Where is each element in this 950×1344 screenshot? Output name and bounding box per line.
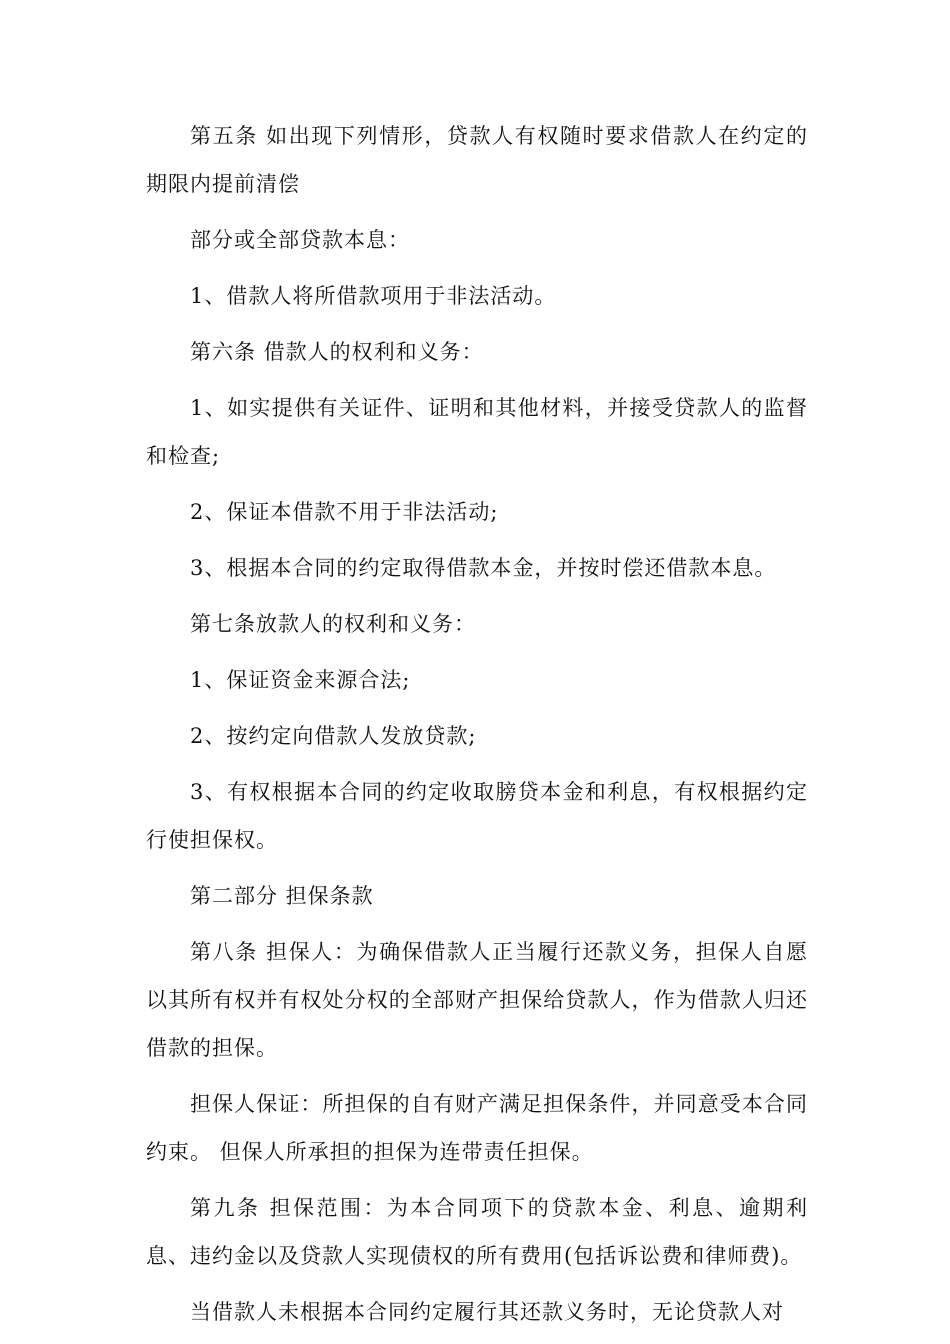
paragraph-article-5: 第五条 如出现下列情形，贷款人有权随时要求借款人在约定的期限内提前清偿 xyxy=(146,124,808,196)
paragraph-article-7-item-1: 1、保证资金来源合法; xyxy=(190,668,411,692)
paragraph-default-clause: 当借款人未根据本合同约定履行其还款义务时，无论贷款人对 xyxy=(190,1300,784,1324)
paragraph-article-7-item-3: 3、有权根据本合同的约定收取膀贷本金和利息，有权根据约定行使担保权。 xyxy=(146,780,808,852)
document-body xyxy=(146,112,808,1344)
paragraph-article-9: 第九条 担保范围：为本合同项下的贷款本金、利息、逾期利息、违约金以及贷款人实现债权的所有费用(包括诉讼费和律师费)。 xyxy=(146,1196,808,1268)
paragraph-guarantor-assurance: 担保人保证：所担保的自有财产满足担保条件，并同意受本合同约束。 但保人所承担的担保为连带责任担保。 xyxy=(146,1092,808,1164)
paragraph-article-6-item-3: 3、根据本合同的约定取得借款本金，并按时偿还借款本息。 xyxy=(190,556,777,580)
paragraph-article-6-item-2: 2、保证本借款不用于非法活动; xyxy=(190,500,499,524)
paragraph-article-5-item-1: 1、借款人将所借款项用于非法活动。 xyxy=(190,284,557,308)
paragraph-article-8: 第八条 担保人：为确保借款人正当履行还款义务，担保人自愿以其所有权并有权处分权的全部财产担保给贷款人，作为借款人归还借款的担保。 xyxy=(146,940,808,1060)
paragraph-article-7: 第七条放款人的权利和义务： xyxy=(190,612,476,636)
paragraph-article-7-item-2: 2、按约定向借款人发放贷款; xyxy=(190,724,477,748)
paragraph-article-6: 第六条 借款人的权利和义务： xyxy=(190,340,484,364)
paragraph-article-6-item-1: 1、如实提供有关证件、证明和其他材料，并接受贷款人的监督和检查; xyxy=(146,396,808,468)
paragraph-article-5-cont: 部分或全部贷款本息： xyxy=(190,228,410,252)
section-heading-part-2: 第二部分 担保条款 xyxy=(190,884,374,908)
